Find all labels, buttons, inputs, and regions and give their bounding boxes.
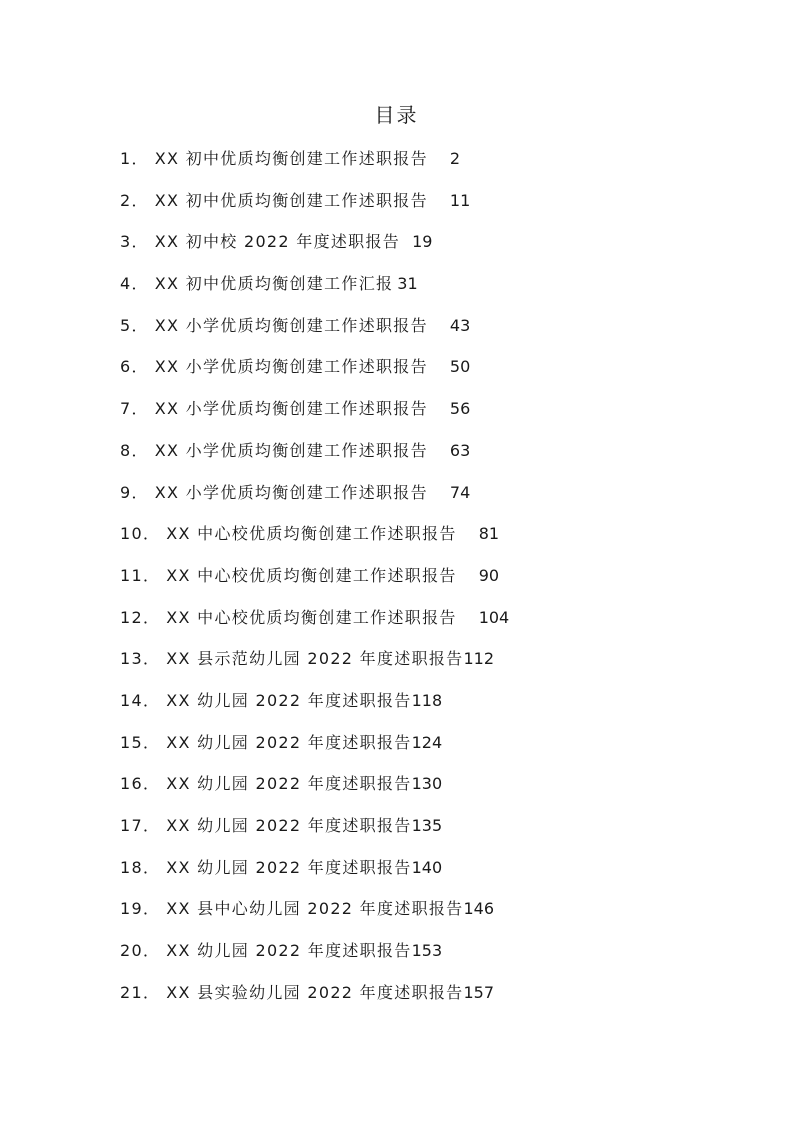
toc-entry-title: XX 幼儿园 2022 年度述职报告 <box>166 732 412 752</box>
toc-entry-title: XX 中心校优质均衡创建工作述职报告 <box>166 565 457 585</box>
toc-entry-number: 5． <box>120 315 149 335</box>
toc-entry-number: 11． <box>120 565 161 585</box>
toc-entry-title: XX 小学优质均衡创建工作述职报告 <box>154 399 428 419</box>
toc-entry-number: 4． <box>120 274 149 294</box>
toc-entry-number: 14． <box>120 690 161 710</box>
toc-entry <box>120 396 509 438</box>
toc-entry-title: XX 幼儿园 2022 年度述职报告 <box>166 941 412 961</box>
toc-entry <box>120 771 509 813</box>
toc-entry <box>120 480 509 522</box>
toc-entry-title: XX 县实验幼儿园 2022 年度述职报告 <box>166 982 464 1002</box>
toc-entry-page: 63 <box>449 440 471 460</box>
toc-entry-number: 19． <box>120 899 161 919</box>
toc-entry-title: XX 小学优质均衡创建工作述职报告 <box>154 482 428 502</box>
toc-entry-page: 130 <box>411 774 443 794</box>
toc-entry-number: 6． <box>120 357 149 377</box>
toc-entry-title: XX 县示范幼儿园 2022 年度述职报告 <box>166 649 464 669</box>
toc-entry-number: 12． <box>120 607 161 627</box>
toc-entry-page: 11 <box>449 190 471 210</box>
toc-entry-page: 157 <box>463 982 495 1002</box>
toc-list <box>120 146 509 1021</box>
toc-entry-page: 81 <box>478 524 500 544</box>
toc-entry-page: 90 <box>478 565 500 585</box>
toc-entry <box>120 354 509 396</box>
toc-entry <box>120 646 509 688</box>
toc-entry-title: XX 初中优质均衡创建工作述职报告 <box>154 190 428 210</box>
toc-entry-number: 7． <box>120 399 149 419</box>
toc-entry-page: 135 <box>411 816 443 835</box>
toc-entry-page: 124 <box>411 732 443 752</box>
toc-entry-page: 140 <box>411 857 443 877</box>
toc-entry <box>120 563 509 605</box>
toc-entry <box>120 730 509 772</box>
toc-entry-title: XX 初中校 2022 年度述职报告 <box>154 232 401 252</box>
toc-entry-page: 74 <box>449 482 471 502</box>
toc-entry <box>120 938 509 980</box>
toc-entry-title: XX 幼儿园 2022 年度述职报告 <box>166 774 412 794</box>
toc-entry-title: XX 幼儿园 2022 年度述职报告 <box>166 816 412 835</box>
toc-entry-number: 13． <box>120 649 161 669</box>
toc-entry-page: 118 <box>411 690 443 710</box>
toc-entry-number: 10． <box>120 524 161 544</box>
toc-entry-title: XX 小学优质均衡创建工作述职报告 <box>154 357 428 377</box>
toc-entry-page: 31 <box>397 274 418 294</box>
toc-entry <box>120 813 509 855</box>
toc-entry <box>120 688 509 730</box>
toc-entry <box>120 229 509 271</box>
toc-entry-page: 56 <box>449 399 471 419</box>
toc-entry <box>120 521 509 563</box>
toc-entry <box>120 896 509 938</box>
toc-entry-title: XX 小学优质均衡创建工作述职报告 <box>154 315 428 335</box>
toc-entry-title: XX 幼儿园 2022 年度述职报告 <box>166 857 412 877</box>
toc-entry-number: 8． <box>120 440 149 460</box>
toc-entry-number: 18． <box>120 857 161 877</box>
toc-entry-number: 1． <box>120 149 149 168</box>
toc-entry <box>120 855 509 897</box>
toc-entry-title: XX 中心校优质均衡创建工作述职报告 <box>166 524 457 544</box>
toc-entry-number: 3． <box>120 232 149 252</box>
toc-entry-number: 20． <box>120 941 161 961</box>
toc-entry-number: 21． <box>120 982 161 1002</box>
toc-entry <box>120 980 509 1022</box>
toc-entry-page: 153 <box>411 941 443 961</box>
toc-entry-title: XX 县中心幼儿园 2022 年度述职报告 <box>166 899 464 919</box>
page-title: 目录 <box>374 103 419 127</box>
toc-entry-title: XX 小学优质均衡创建工作述职报告 <box>154 440 428 460</box>
toc-entry-page: 50 <box>449 357 471 377</box>
toc-entry <box>120 605 509 647</box>
toc-entry-number: 17． <box>120 816 161 835</box>
toc-entry-page: 43 <box>449 315 471 335</box>
toc-entry-page: 146 <box>463 899 495 919</box>
toc-entry-page: 112 <box>463 649 495 669</box>
toc-entry <box>120 146 509 188</box>
toc-entry-title: XX 幼儿园 2022 年度述职报告 <box>166 690 412 710</box>
toc-entry-title: XX 中心校优质均衡创建工作述职报告 <box>166 607 457 627</box>
toc-entry-title: XX 初中优质均衡创建工作汇报 <box>154 274 394 294</box>
toc-entry-number: 2． <box>120 190 149 210</box>
toc-entry <box>120 188 509 230</box>
toc-entry-number: 16． <box>120 774 161 794</box>
toc-entry-number: 15． <box>120 732 161 752</box>
toc-entry-page: 19 <box>412 232 433 252</box>
toc-entry-title: XX 初中优质均衡创建工作述职报告 <box>154 149 428 168</box>
toc-entry <box>120 438 509 480</box>
toc-entry <box>120 313 509 355</box>
toc-entry-number: 9． <box>120 482 149 502</box>
toc-entry <box>120 271 509 313</box>
toc-entry-page: 2 <box>449 149 461 168</box>
toc-entry-page: 104 <box>478 607 510 627</box>
